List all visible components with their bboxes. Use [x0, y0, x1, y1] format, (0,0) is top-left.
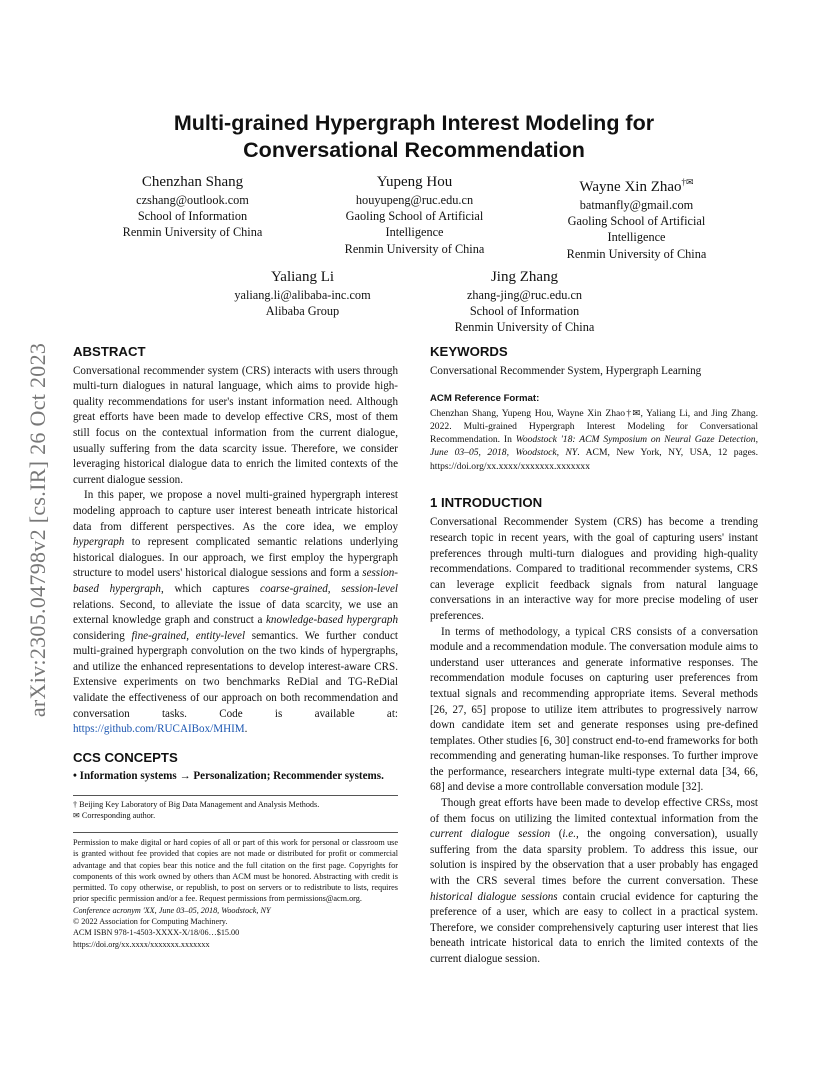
- author-email: batmanfly@gmail.com: [579, 198, 694, 212]
- author-affiliation: Intelligence: [607, 230, 666, 245]
- footnote-divider: [73, 795, 398, 796]
- author-affiliation: School of Information: [137, 209, 248, 224]
- conference-info: Conference acronym 'XX, June 03–05, 2018, Woodstock, NY: [73, 905, 271, 915]
- paper-title: [100, 110, 728, 164]
- author-affiliation: School of Information: [469, 304, 580, 319]
- isbn: ACM ISBN 978-1-4503-XXXX-X/18/06…$15.00: [73, 928, 240, 938]
- author-block-3: [534, 173, 739, 262]
- author-affiliation: Alibaba Group: [265, 304, 340, 319]
- arxiv-id-text: arXiv:2305.04798v2 [cs.IR] 26 Oct 2023: [25, 342, 50, 718]
- reference-format-heading: ACM Reference Format:: [430, 393, 540, 405]
- author-affiliation: Renmin University of China: [344, 241, 485, 256]
- intro-paragraph-2: In terms of methodology, a typical CRS consists of a conversation module and a recommendation module. The conversation module aims to understand user utterances and generate informative responses. The recommendation module focuses on capturing user preferences from textual signals and recommending appropriate items. Several methods [26, 27, 65] propose to utilize item attributes to progressively narrow down candidate item set and generate responses using pre-defined templates. Other studies [6, 30] construct end-to-end frameworks for both recommending and generating human-like responses. To further improve the performance, researchers integrate multi-type external data [34, 66, 68] and devise a more controllable conversation module [32].: [430, 625, 758, 794]
- author-block-5: [422, 268, 627, 336]
- author-affiliation: Intelligence: [385, 225, 444, 240]
- reference-format: Chenzhan Shang, Yupeng Hou, Wayne Xin Zhao†✉, Yaliang Li, and Jing Zhang. 2022. Multi-grained Hypergraph Interest Modeling for Conversational Recommendation. In Woodstock '18: ACM Symposium on Neural Gaze Detection, June 03–05, 2018, Woodstock, NY. ACM, New York, NY, USA, 12 pages. https://doi.org/xx.xxxx/xxxxxxx.xxxxxxx: [430, 407, 758, 472]
- ccs-heading: CCS CONCEPTS: [73, 749, 178, 765]
- author-affiliation: Renmin University of China: [454, 320, 595, 335]
- author-email: zhang-jing@ruc.edu.cn: [466, 288, 583, 302]
- permission-block: [73, 837, 398, 950]
- left-column: [73, 344, 398, 785]
- author-email: czshang@outlook.com: [136, 193, 249, 207]
- intro-paragraph-1: Conversational Recommender System (CRS) has become a trending research topic in recent years, with the goal of capturing users' instant preferences through multi-turn dialogues and providing high-quality recommendations. Compared to traditional recommender systems, CRS can leverage explicit feedback signals from natural language conversations in an interactive way for more precise modeling of user preferences.: [430, 516, 758, 622]
- keywords-heading: KEYWORDS: [430, 344, 508, 359]
- author-affiliation: Gaoling School of Artificial: [567, 214, 706, 229]
- author-name: Yupeng Hou: [376, 174, 453, 190]
- author-name: Yaliang Li: [270, 269, 335, 285]
- keywords: Conversational Recommender System, Hypergraph Learning: [430, 364, 702, 377]
- author-block-1: [90, 173, 295, 241]
- author-name: Chenzhan Shang: [141, 174, 244, 190]
- right-column: [430, 344, 758, 968]
- title-line-1: Multi-grained Hypergraph Interest Modeling for: [173, 111, 655, 135]
- author-block-2: [312, 173, 517, 257]
- copyright: © 2022 Association for Computing Machinery.: [73, 917, 228, 927]
- footnotes: [73, 799, 398, 822]
- author-email: houyupeng@ruc.edu.cn: [355, 193, 474, 207]
- code-link[interactable]: https://github.com/RUCAIBox/MHIM: [73, 723, 245, 736]
- author-affiliation: Gaoling School of Artificial: [345, 209, 484, 224]
- title-line-2: Conversational Recommendation: [243, 138, 585, 162]
- author-affiliation: Renmin University of China: [566, 246, 707, 261]
- permission-notice: Permission to make digital or hard copies of all or part of this work for personal or classroom use is granted without fee provided that copies are not made or distributed for profit or commercial advantage and that copies bear this notice and the full citation on the first page. Copyrights for components of this work owned by others than ACM must be honored. Abstracting with credit is permitted. To copy otherwise, or republish, to post on servers or to redistribute to lists, requires prior specific permission and/or a fee. Request permissions from permissions@acm.org.: [73, 838, 398, 904]
- abstract-paragraph-1: Conversational recommender system (CRS) interacts with users through multi-turn dialogues in natural language, which aims to provide high-quality recommendations for user's instant information need. Although great efforts have been made to develop effective CRS, most of them still focus on the contextual information from the current dialogue, usually suffering from the data scarcity issue. Therefore, we consider leveraging historical dialogue data to enrich the limited contexts of the current dialogue session.: [73, 364, 398, 486]
- corresponding-author-mark: †✉: [681, 177, 694, 187]
- permission-divider: [73, 832, 398, 833]
- author-name: Wayne Xin Zhao: [579, 179, 682, 195]
- footnote: ✉ Corresponding author.: [73, 811, 156, 821]
- author-email: yaliang.li@alibaba-inc.com: [234, 288, 371, 302]
- footnote: † Beijing Key Laboratory of Big Data Management and Analysis Methods.: [73, 800, 320, 809]
- doi: https://doi.org/xx.xxxx/xxxxxxx.xxxxxxx: [73, 939, 210, 949]
- abstract-paragraph-2: In this paper, we propose a novel multi-grained hypergraph interest modeling approach to capture user interest beneath intricate historical data from different perspectives. As the core idea, we employ hypergraph to represent complicated semantic relations underlying historical dialogues. In our approach, we first employ the hypergraph structure to model users' historical dialogue sessions and form a session-based hypergraph, which captures coarse-grained, session-level relations. Second, to alleviate the issue of data scarcity, we use an external knowledge graph and construct a knowledge-based hypergraph considering fine-grained, entity-level semantics. We further conduct multi-grained hypergraph convolution on the two kinds of hypergraphs, and utilize the enhanced representations to develop interest-aware CRS. Extensive experiments on two benchmarks ReDial and TG-ReDial validate the effectiveness of our approach on both recommendation and conversation tasks. Code is available at: https://github.com/RUCAIBox/MHIM.: [73, 489, 398, 736]
- intro-paragraph-3: Though great efforts have been made to develop effective CRSs, most of them focus on utilizing the limited contextual information from the current dialogue session (i.e., the ongoing conversation), usually suffering from the data sparsity problem. To address this issue, our solution is inspired by the observation that a user probably has engaged with the CRS several times before the current conversation. These historical dialogue sessions contain crucial evidence for capturing the preference of a user, which are easy to collect in a practical system. Therefore, we consider comprehensively capturing user interest that lies beneath intricate historical data to enrich the limited contexts of the current dialogue session.: [430, 797, 758, 966]
- author-affiliation: Renmin University of China: [122, 225, 263, 240]
- introduction-heading: 1 INTRODUCTION: [430, 494, 543, 510]
- arxiv-identifier: [20, 300, 56, 760]
- abstract-heading: ABSTRACT: [73, 344, 146, 359]
- author-name: Jing Zhang: [490, 269, 559, 285]
- author-block-4: [200, 268, 405, 319]
- ccs-concepts: • Information systems → Personalization; Recommender systems.: [73, 770, 384, 783]
